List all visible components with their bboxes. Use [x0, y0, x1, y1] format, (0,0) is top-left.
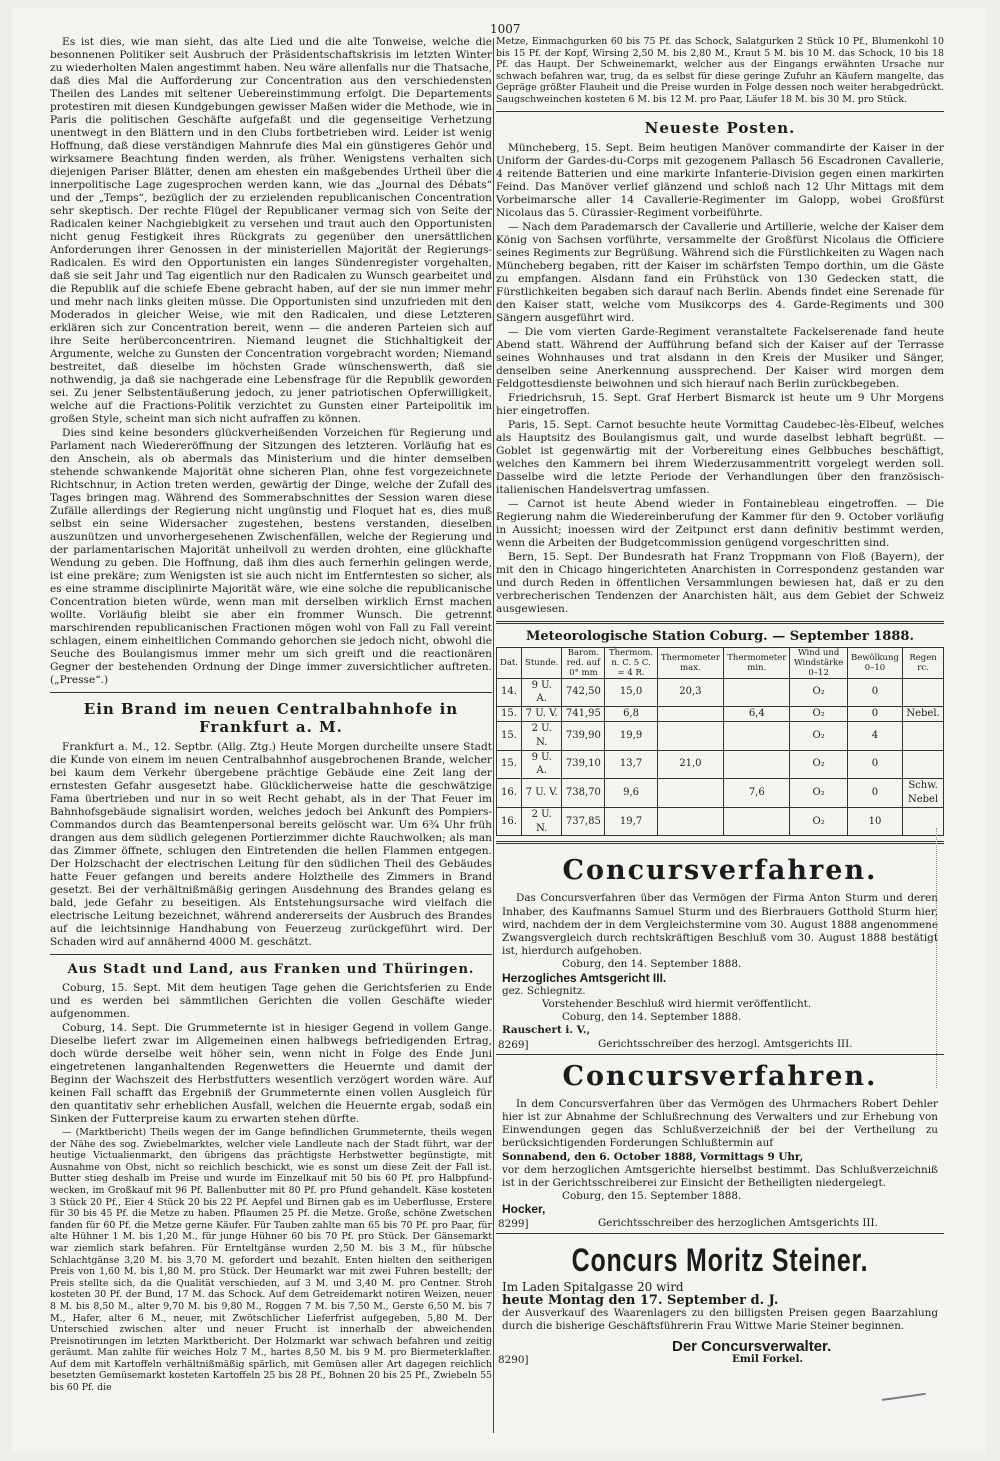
- weather-column-header: Barom. red. auf 0° mm: [562, 647, 605, 678]
- right-column: [496, 36, 944, 1369]
- ad-concurs-sturm: [496, 849, 944, 1054]
- weather-cell: Nebel.: [903, 707, 944, 722]
- weather-row: [497, 678, 944, 707]
- weather-cell: 4: [847, 721, 902, 750]
- weather-column-header: Stunde.: [522, 647, 562, 678]
- weather-cell: [657, 707, 723, 722]
- ad-place-date: Coburg, den 14. September 1888.: [562, 958, 742, 971]
- news-item: Friedrichsruh, 15. Sept. Graf Herbert Bismarck ist heute um 9 Uhr Morgens hier eingetroffen.: [496, 391, 944, 417]
- weather-cell: 7,6: [724, 779, 790, 808]
- ad-location: Im Laden Spitalgasse 20 wird: [502, 1279, 684, 1294]
- ad-clerk-title: Gerichtsschreiber des herzogl. Amtsgerichts III.: [598, 1037, 853, 1050]
- pencil-mark: [878, 1367, 925, 1401]
- weather-cell: Schw. Nebel: [903, 779, 944, 808]
- ad-concurs-dehler: [496, 1055, 944, 1234]
- weather-cell: 2 U. N.: [522, 807, 562, 836]
- weather-cell: O₂: [790, 721, 847, 750]
- ad-text: vor dem herzoglichen Amtsgerichte hierselbst bestimmt. Das Schlußverzeichniß ist in der Gerichtsschreiberei zur Einsicht der Betheiligten niedergelegt.: [502, 1163, 938, 1189]
- article-paragraph: Dies sind keine besonders glückverheißenden Vorzeichen für Regierung und Parlament nach Wiedereröffnung der Sitzungen des letzteren. Vorläufig hat es den Anschein, als ob abermals das Ministerium und die hinter demselben stehende schwankende Majorität ohne sicheren Plan, ohne fest vorgezeichnete Richtschnur, in Action treten werden, gewärtig der Dinge, welche der Zufall des Tages bringen mag. Während des Sommerabschnittes der Session waren diese Zufälle allerdings der Regierung nicht ungünstig und Floquet hat es, dies muß selbst ein seine Widersacher zugestehen, bestens verstanden, dieselben auszunützen und unvorhergesehenen Zwischenfällen, welche der Regierung und der parlamentarischen Majorität unheilvoll zu werden drohten, eine glückhafte Wendung zu geben. Die Hoffnung, daß ihm dies auch fernerhin gelingen werde, ist eine prekäre; zum Wenigsten ist sie auch nicht im Entferntesten so sicher, als es eine stramme disciplinirte Majorität wäre, wie eine solche die republicanische Concentration bieten würde, wenn man mit derselben wirklich Ernst machen wollte. Vorläufig bleibt sie aber ein frommer Wunsch. Die getrennt marschirenden republicanischen Fractionen mögen wohl von Fall zu Fall vereint schlagen, einem einheitlichen Commando gehorchen sie jedoch nicht, obwohl die Seuche des Boulangismus immer mehr um sich greift und die reactionären Gegner der bestehenden Ordnung der Dinge immer zuversichtlicher auftreten. („Presse“.): [50, 427, 492, 686]
- news-item: — Carnot ist heute Abend wieder in Fontainebleau eingetroffen. — Die Regierung nahm die Wiedereinberufung der Kammer für den 9. October vorläufig in Aussicht; inoessen wird der Zeitpunct erst dann definitiv bestimmt werden, wenn die Arbeiten der Budgetcommission genügend vorgeschritten sind.: [496, 497, 944, 549]
- brand-article: Frankfurt a. M., 12. Septbr. (Allg. Ztg.) Heute Morgen durcheilte unsere Stadt die Kunde von einem im neuen Centralbahnhof ausgebrochenen Brande, welcher bei kaum dem Verkehr übergebene prächtige Gebäude eine Zeit lang der ernstesten Gefahr ausgesetzt habe. Glücklicherweise hatte die geschwätzige Fama übertrieben und nur in so weit Recht gehabt, als in der That Feuer im Bahnhofsgebäude signalisirt worden, welches jedoch bei Ankunft des Pompiers-Commandos durch das Beamtenpersonal bereits gelöscht war. Um 6¾ Uhr früh drangen aus dem südlich gelegenen Portierzimmer dichte Rauchwolken; als man das Zimmer öffnete, schlugen den Eintretenden die hellen Flammen entgegen. Der Holzschacht der electrischen Leitung für den südlichen Theil des Gebäudes hatte Feuer gefangen und bereits andere Holztheile des Zimmers in Brand gesetzt. Bei der verhältnißmäßig geringen Ausdehnung des Brandes gelang es bald, jede Gefahr zu beseitigen. Als Entstehungsursache wird vielfach die electrische Leitung bezeichnet, während andererseits der Ausbruch des Brandes auf die leichtsinnige Handhabung von Feuerzeug zurückgeführt wird. Der Schaden wird auf annähernd 4000 M. geschätzt.: [50, 741, 492, 948]
- local-news-item: Coburg, 15. Sept. Mit dem heutigen Tage gehen die Gerichtsferien zu Ende und es werden bei sämmtlichen Gerichten die vollen Geschäfte wieder aufgenommen.: [50, 982, 492, 1020]
- weather-cell: 739,10: [562, 750, 605, 779]
- weather-cell: [903, 721, 944, 750]
- ad-number: 8269]: [498, 1038, 529, 1051]
- weather-cell: [657, 721, 723, 750]
- weather-cell: O₂: [790, 707, 847, 722]
- weather-cell: 0: [847, 750, 902, 779]
- weather-cell: 6,4: [724, 707, 790, 722]
- weather-cell: 0: [847, 779, 902, 808]
- ad-court: Herzogliches Amtsgericht III.: [502, 970, 667, 985]
- weather-cell: [903, 678, 944, 707]
- ad-signer: Emil Forkel.: [732, 1352, 804, 1365]
- weather-row: [497, 707, 944, 722]
- weather-cell: 0: [847, 678, 902, 707]
- market-report-continuation: Metze, Einmachgurken 60 bis 75 Pf. das Schock, Salatgurken 2 Stück 10 Pf., Blumenkohl 10 bis 15 Pf. der Kopf, Wirsing 2,50 M. bis 2,80 M., Kraut 5 M. bis 10 M. das Schock, 10 bis 18 Pf. das Haupt. Der Schweinemarkt, welcher aus der Eingangs erwähnten Ursache nur schwach befahren war, trug, da es selbst für diese geringe Zufuhr an Käufern mangelte, das Gepräge größter Flauheit und die Preise wurden in Folge dessen noch weiter herabgedrückt. Saugschweinchen kosteten 6 M. bis 12 M. pro Paar, Läufer 18 M. bis 30 M. pro Stück.: [496, 36, 944, 105]
- weather-cell: 13,7: [605, 750, 657, 779]
- ad-signer-title: Der Concursverwalter.: [672, 1337, 832, 1355]
- ad-signed: gez. Schiegnitz.: [502, 984, 586, 997]
- news-item: — Nach dem Parademarsch der Cavallerie und Artillerie, welche der Kaiser dem König von Sachsen vorführte, versammelte der Großfürst Nicolaus die Officiere seines Regiments zur Begrüßung. Während sich die Fürstlichkeiten zu Wagen nach Müncheberg begaben, ritt der Kaiser im schärfsten Tempo dorthin, um die Gäste zu empfangen. Alsdann fand ein Frühstück von 130 Gedecken statt, die Fürstlichkeiten begaben sich darauf nach Berlin. Abends findet eine Serenade für den Kaiser statt, welche vom Musikcorps des 4. Garde-Regiments und 300 Sängern ausgeführt wird.: [496, 220, 945, 324]
- weather-cell: 19,7: [605, 807, 657, 836]
- ad-title: Concursverfahren.: [562, 855, 878, 887]
- ad-date-line: heute Montag den 17. September d. J.: [502, 1293, 779, 1308]
- weather-cell: 737,85: [562, 807, 605, 836]
- newspaper-page: [12, 8, 986, 1453]
- ad-title: Concursverfahren.: [562, 1060, 878, 1092]
- left-column: [50, 36, 492, 1395]
- weather-cell: [724, 721, 790, 750]
- brand-heading: Ein Brand im neuen Centralbahnhofe in Frankfurt a. M.: [83, 700, 459, 736]
- weather-column-header: Thermometer max.: [657, 647, 723, 678]
- weather-row: [497, 779, 944, 808]
- weather-table: [496, 647, 944, 837]
- weather-cell: 16.: [497, 807, 522, 836]
- ad-text: In dem Concursverfahren über das Vermögen des Uhrmachers Robert Dehler hier ist zur Abnahme der Schlußrechnung des Verwalters und zur Erhebung von Einwendungen gegen das Schlußverzeichniß der bei der Vertheilung zu berücksichtigenden Forderungen Schlußtermin auf: [502, 1097, 938, 1150]
- weather-cell: 21,0: [657, 750, 723, 779]
- weather-column-header: Regen rc.: [903, 647, 944, 678]
- weather-cell: O₂: [790, 779, 847, 808]
- weather-cell: 742,50: [562, 678, 605, 707]
- weather-cell: 9 U. A.: [522, 678, 562, 707]
- ad-concurs-steiner: [496, 1234, 944, 1369]
- weather-table-body: [497, 678, 944, 836]
- ad-clerk: Hocker,: [502, 1202, 546, 1217]
- weather-cell: 7 U. V.: [522, 779, 562, 808]
- ad-date-line: Sonnabend, den 6. October 1888, Vormittags 9 Uhr,: [502, 1150, 804, 1163]
- page-number: 1007: [490, 22, 521, 36]
- weather-cell: 15.: [497, 707, 522, 722]
- weather-column-header: Thermometer min.: [724, 647, 790, 678]
- weather-cell: 7 U. V.: [522, 707, 562, 722]
- weather-cell: [724, 807, 790, 836]
- news-item: Bern, 15. Sept. Der Bundesrath hat Franz Troppmann von Floß (Bayern), der mit den in Chicago hingerichteten Anarchisten in Correspondenz gestanden war und durch Reden in öffentlichen Versammlungen bewiesen hat, daß er zu den verbrecherischen Tendenzen der Anarchisten hält, aus dem Gebiet der Schweiz ausgewiesen.: [496, 550, 944, 615]
- weather-cell: [724, 678, 790, 707]
- ad-place-date: Coburg, den 15. September 1888.: [562, 1190, 742, 1203]
- news-item: — Die vom vierten Garde-Regiment veranstaltete Fackelserenade fand heute Abend statt. Während der Aufführung befand sich der Kaiser auf der Terrasse seines Wohnhauses und trat alsdann in den Kreis der Musiker und Sänger, denselben seine Anerkennung aussprechend. Der Kaiser wird morgen dem Feldgottesdienste beiwohnen und sich hierauf nach Berlin zurückbegeben.: [496, 325, 944, 390]
- weather-column-header: Thermom. n. C. 5 C. = 4 R.: [605, 647, 657, 678]
- weather-cell: 14.: [497, 678, 522, 707]
- weather-cell: [657, 779, 723, 808]
- ad-clerk-title: Gerichtsschreiber des herzoglichen Amtsgerichts III.: [598, 1216, 878, 1229]
- weather-row: [497, 721, 944, 750]
- weather-cell: O₂: [790, 807, 847, 836]
- weather-cell: O₂: [790, 750, 847, 779]
- weather-cell: 739,90: [562, 721, 605, 750]
- news-item: Müncheberg, 15. Sept. Beim heutigen Manöver commandirte der Kaiser in der Uniform der Gardes-du-Corps mit gezogenem Pallasch 56 Escadronen Cavallerie, 4 reitende Batterien und eine markirte Infanterie-Division gegen einen markirten Feind. Das Manöver verlief glänzend und schloß nach 12 Uhr Mittags mit dem Vorbeimarsche aller 14 Cavallerie-Regimenter im Galopp, wobei Großfürst Nicolaus das 5. Cürassier-Regiment vorbeiführte.: [496, 141, 944, 219]
- divider: [496, 621, 944, 624]
- column-divider: [493, 38, 494, 1433]
- ad-publish: Vorstehender Beschluß wird hiermit veröffentlicht.: [542, 997, 812, 1010]
- ad-title: Concurs Moritz Steiner.: [571, 1241, 869, 1278]
- weather-column-header: Bewölkung 0–10: [847, 647, 902, 678]
- ad-place-date: Coburg, den 14. September 1888.: [562, 1011, 742, 1024]
- weather-cell: 6,8: [605, 707, 657, 722]
- weather-cell: 15,0: [605, 678, 657, 707]
- weather-cell: 10: [847, 807, 902, 836]
- ad-text: Das Concursverfahren über das Vermögen der Firma Anton Sturm und deren Inhaber, des Kaufmanns Samuel Sturm und des Bierbrauers Gotthold Sturm hier, wird, nachdem der in dem Vergleichstermine vom 30. August 1888 angenommene Zwangsvergleich durch rechtskräftigen Beschluß vom 30. August 1888 bestätigt ist, hierdurch aufgehoben.: [502, 892, 938, 958]
- ad-number: 8290]: [498, 1354, 529, 1367]
- weather-cell: 2 U. N.: [522, 721, 562, 750]
- local-news-item: Coburg, 14. Sept. Die Grummeternte ist in hiesiger Gegend in vollem Gange. Dieselbe liefert zwar im Allgemeinen einen halbwegs befriedigenden Ertrag, doch würde derselbe weit höher sein, wenn nicht in Folge des Ende Juni eingetretenen langanhaltenden Regenwetters die Heuernte und damit der Beginn der Wachszeit des Herbstfutters wesentlich verzögert worden wäre. Auf keinen Fall schafft das Ergebniß der Grummeternte einen vollen Ausgleich für den quantitativ sehr erheblichen Ausfall, welchen die Heuernte ergab, sodaß ein Sinken der Futterpreise kaum zu erwarten stehen dürfte.: [50, 1022, 492, 1125]
- weather-cell: 9,6: [605, 779, 657, 808]
- weather-heading: Meteorologische Station Coburg. — September 1888.: [526, 628, 914, 644]
- article-paragraph: Es ist dies, wie man sieht, das alte Lied und die alte Tonweise, welche die besonnenen Politiker seit Ausbruch der Präsidentschaftskrisis im letzten Winter zu wiederholten Malen angestimmt haben. Neu wäre allenfalls nur die Thatsache, daß dies Mal die Aufforderung zur Concentration aus den verschiedensten Theilen des Landes mit seltener Uebereinstimmung erfolgt. Die Departements protestiren mit diesen Kundgebungen gewisser Maßen wider die Methode, wie in Paris die politischen Geschäfte aufgefaßt und die gegenseitige Verhetzung unentwegt in den Blättern und in den Clubs fortbetrieben wird. Leider ist wenig Hoffnung, daß diese verständigen Mahnrufe dies Mal ein günstigeres Gehör und wirksamere Beachtung finden werden, als früher. Wenigstens verhalten sich diejenigen Pariser Blätter, denen am ehesten ein maßgebendes Urtheil über die innerpolitische Lage zugesprochen werden kann, wie das „Journal des Débats“ und der „Temps“, bezüglich der zu erzielenden republicanischen Concentration sehr skeptisch. Der rechte Flügel der Republicaner vermag sich von Seite der Radicalen keiner Nachgiebigkeit zu versehen und traut auch den Opportunisten nicht genug Festigkeit ihres Rückgrats zu gegenüber den unersättlichen Anforderungen ihrer Genossen in der ministeriellen Majorität der Regierungs-Radicalen. Es wird den Opportunisten ein langes Sündenregister vorgehalten, daß sie seit Jahr und Tag eigentlich nur den Radicalen zu Wunsch gearbeitet und die Republik auf die schiefe Ebene gebracht haben, auf der sie nun immer mehr und mehr nach links gleiten müsse. Die Opportunisten sind unzufrieden mit den Moderados in gleicher Weise, wie mit den Radicalen, und diese Letzteren erklären sich zur Concentration bereit, wenn — die anderen Parteien sich auf ihre Seite herüberconcentriren. Niemand leugnet die Stichhaltigkeit der Argumente, welche zu Gunsten der Concentration vorgebracht worden; Niemand bestreitet, daß dieselbe im höchsten Grade wünschenswerth, daß sie nothwendig, ja daß sie nachgerade eine Lebensfrage für die Republik geworden sei. Zu jener Selbstentäußerung jedoch, zu jener patriotischen Opferwilligkeit, welche auf die Fractions-Politik verzichtet zu Gunsten einer Parteipolitik im großen Style, scheint man sich nicht aufraffen zu können.: [50, 36, 492, 425]
- ad-number: 8299]: [498, 1217, 529, 1230]
- weather-column-header: Dat.: [497, 647, 522, 678]
- divider: [496, 111, 944, 112]
- weather-cell: 15.: [497, 721, 522, 750]
- weather-column-header: Wind und Windstärke 0–12: [790, 647, 847, 678]
- ad-text: der Ausverkauf des Waarenlagers zu den billigsten Preisen gegen Baarzahlung durch die bisherige Geschäftsführerin Frau Wittwe Marie Steiner beginnen.: [502, 1307, 938, 1333]
- news-item: Paris, 15. Sept. Carnot besuchte heute Vormittag Caudebec-lès-Elbeuf, welches als Hauptsitz des Boulangismus galt, und wurde daselbst lebhaft begrüßt. — Goblet ist gegenwärtig mit der Vorbereitung eines Gelbbuches beschäftigt, welches den Kammern bei ihrem Wiederzusammentritt vorgelegt werden soll. Dasselbe wird die letzte Periode der Verhandlungen über den französisch-italienischen Handelsvertrag umfassen.: [496, 418, 944, 496]
- weather-cell: 20,3: [657, 678, 723, 707]
- weather-row: [497, 750, 944, 779]
- market-report: — (Marktbericht) Theils wegen der im Gange befindlichen Grummeternte, theils wegen der Nähe des sog. Zwiebelmarktes, welcher viele Landleute nach der Stadt führt, war der heutige Victualienmarkt, den übrigens das prächtigste Herbstwetter begünstigte, mit Ausnahme von Obst, nicht so reichlich beschickt, wie es sonst um diese Zeit der Fall ist. Butter stieg deshalb im Preise und wurde im Einzelkauf mit 50 bis 60 Pf. pro Halbpfund-wecken, im Großkauf mit 96 Pf. Ballenbutter mit 80 Pf. pro Pfund gehandelt. Käse kosteten 3 Stück 20 Pf., Eier 4 Stück 20 bis 22 Pf. Aepfel und Birnen gab es im Ueberflusse, Erstere für 30 bis 45 Pf. die Metze zu haben. Pflaumen 25 Pf. die Metze. Große, schöne Zwetschen fanden für 60 Pf. die Metze gerne Käufer. Für Tauben zahlte man 65 bis 70 Pf. pro Paar, für alte Hühner 1 M. bis 1,20 M., für junge Hühner 60 bis 70 Pf. pro Stück. Der Gänsemarkt war ziemlich stark befahren. Für Ernteltgänse wurden 2,50 M. bis 3 M., für hübsche Schlachtgänse 3,20 M. bis 3,70 M. gefordert und bezahlt. Enten hielten den seitherigen Preis von 1,60 M. bis 1,80 M. pro Stück. Der Heumarkt war mit zwei Fuhren bestellt; der Preis stellte sich, da die Qualität verschieden, auf 3 M. und 3,40 M. pro Centner. Stroh kosteten 30 Pf. der Bund, 17 M. das Schock. Auf dem Getreidemarkt notiren Weizen, neuer 8 M. bis 8,50 M., alter 9,70 M. bis 9,80 M., Roggen 7 M. bis 7,50 M., Gerste 6,50 M. bis 7 M., Hafer, alter 6 M., neuer, mit Zwötschlicher Lieferfrist aufgegeben, 5,80 M. Der Unterschied zwischen alter und neuer Frucht ist innerhalb der abweichenden Preisnotirungen im letzten Marktbericht. Der Holzmarkt war schwach befahren und zeitig geräumt. Man zahlte für weiches Holz 7 M., hartes 8,50 M. bis 9 M. pro Biermeterklafter. Auf dem mit Kartoffeln verhältnißmäßig spärlich, mit Gemüsen aller Art dagegen reichlich besetzten Gemüsemarkt kosteten Kartoffeln 25 bis 28 Pf., Bohnen 20 bis 25 Pf., Zwiebeln 55 bis 60 Pf. die: [50, 1127, 492, 1394]
- weather-cell: O₂: [790, 678, 847, 707]
- divider: [50, 692, 492, 693]
- divider: [50, 954, 492, 955]
- ad-clerk: Rauschert i. V.,: [502, 1024, 591, 1037]
- weather-cell: [903, 750, 944, 779]
- news-heading: Neueste Posten.: [644, 118, 796, 137]
- weather-cell: 741,95: [562, 707, 605, 722]
- local-news-heading: Aus Stadt und Land, aus Franken und Thüringen.: [67, 962, 475, 977]
- margin-pencil-note: [936, 828, 977, 1088]
- weather-header-row: [497, 647, 944, 678]
- weather-cell: [724, 750, 790, 779]
- weather-cell: 0: [847, 707, 902, 722]
- weather-cell: 16.: [497, 779, 522, 808]
- weather-row: [497, 807, 944, 836]
- weather-cell: 19,9: [605, 721, 657, 750]
- weather-cell: [657, 807, 723, 836]
- weather-cell: 9 U. A.: [522, 750, 562, 779]
- weather-cell: 15.: [497, 750, 522, 779]
- divider: [496, 841, 944, 844]
- weather-cell: 738,70: [562, 779, 605, 808]
